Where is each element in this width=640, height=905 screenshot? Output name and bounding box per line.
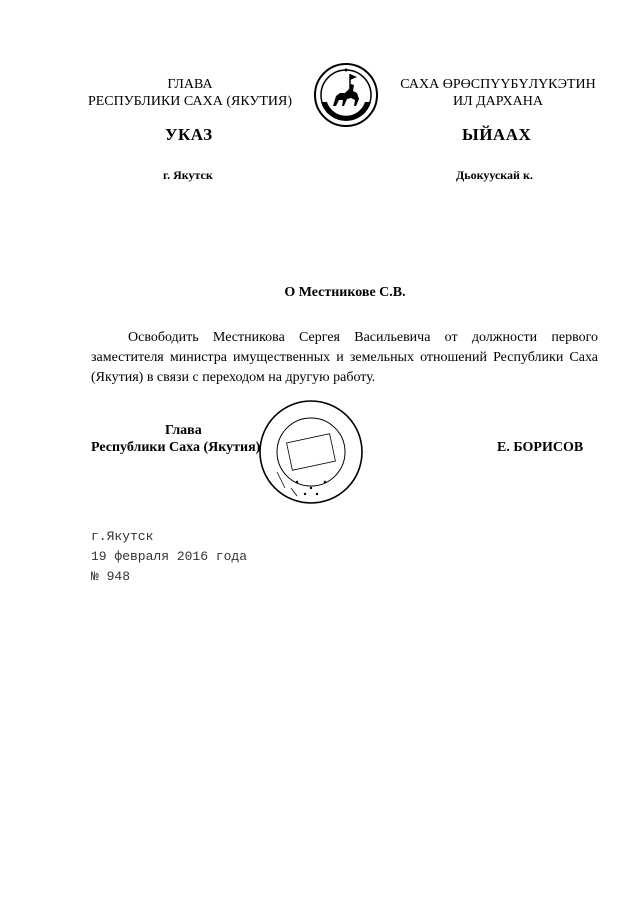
header-left	[80, 76, 300, 110]
city-left: г. Якутск	[163, 168, 213, 182]
official-stamp-icon	[257, 398, 365, 506]
header-left-line2: РЕСПУБЛИКИ САХА (ЯКУТИЯ)	[87, 94, 293, 109]
header-right-line1: САХА ӨРӨСПҮҮБҮЛҮКЭТИН	[400, 77, 596, 92]
footer-city: г.Якутск	[91, 529, 154, 544]
city-right: Дьокуускай к.	[456, 168, 533, 182]
signature-title-line2: Республики Саха (Якутия)	[91, 440, 261, 455]
signature-title-line1: Глава	[165, 423, 202, 438]
footer-number: № 948	[91, 569, 131, 584]
signature-name: Е. БОРИСОВ	[497, 440, 584, 455]
sakha-republic-emblem-icon	[313, 62, 379, 128]
footer	[91, 527, 247, 587]
header-left-line1: ГЛАВА	[167, 77, 213, 92]
document-body: Освободить Местникова Сергея Васильевича от должности первого заместителя министра имущественных и земельных отношений Республики Саха (Якутия) в связи с переходом на другую работу.	[91, 330, 598, 385]
header-right-line2: ИЛ ДАРХАНА	[452, 94, 543, 109]
footer-date: 19 февраля 2016 года	[91, 549, 248, 564]
header-right	[388, 76, 608, 110]
title-left: УКАЗ	[165, 125, 213, 144]
title-right: ЫЙААХ	[462, 125, 532, 144]
document-subject: О Местникове С.В.	[284, 285, 406, 300]
